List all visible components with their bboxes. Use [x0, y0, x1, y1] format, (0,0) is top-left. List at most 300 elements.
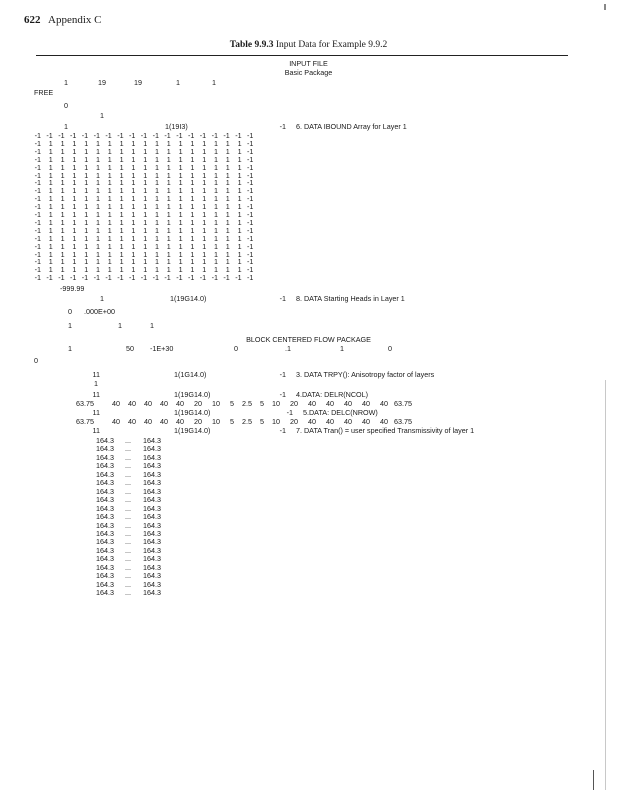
delc-value: 10 — [272, 417, 280, 426]
ibound-cell: 1 — [96, 146, 100, 156]
tran-ellipsis: ... — [125, 469, 131, 479]
ibound-cell: -1 — [211, 131, 218, 140]
ibound-cell: 1 — [143, 210, 148, 219]
ibound-cell: 1 — [119, 210, 124, 219]
tran-last: 164.3 — [143, 588, 161, 598]
hnoflo-value: -999.99 — [60, 284, 85, 293]
ibound-cell: 1 — [107, 241, 112, 251]
input-file-heading: INPUT FILE — [289, 59, 328, 68]
tran-last: 164.3 — [143, 461, 161, 471]
ibound-cell: -1 — [34, 131, 41, 140]
ibound-cell: 1 — [202, 225, 207, 235]
ibound-cell: 1 — [166, 138, 171, 148]
ibound-cell: 1 — [190, 138, 195, 148]
basic-line1-v3: 19 — [134, 78, 142, 87]
heads-line-v2: .000E+00 — [84, 307, 115, 316]
delc-value: 5 — [230, 417, 234, 426]
bcf-line1-v4: 0 — [234, 344, 238, 353]
basic-line1-v2: 19 — [98, 78, 106, 87]
ibound-cell: 1 — [237, 186, 242, 196]
ibound-cell: 1 — [72, 154, 77, 164]
tran-first: 164.3 — [96, 520, 114, 530]
ibound-cell: -1 — [34, 210, 41, 219]
tran-ellipsis: ... — [125, 537, 131, 547]
table-top-rule — [36, 55, 568, 56]
ibound-cell: 1 — [107, 194, 112, 204]
ibound-cell: 1 — [119, 162, 124, 172]
ibound-cell: 1 — [225, 170, 230, 180]
ibound-cell: 1 — [60, 217, 65, 227]
tran-first: 164.3 — [96, 571, 114, 581]
ibound-cell: 1 — [214, 202, 218, 212]
ibound-cell: -1 — [235, 131, 242, 140]
ibound-cell: 1 — [166, 225, 171, 235]
tran-last: 164.3 — [143, 562, 161, 572]
ibound-cell: 1 — [155, 162, 159, 172]
ibound-cell: 1 — [72, 257, 77, 267]
ibound-cell: 1 — [96, 138, 100, 148]
ibound-cell: 1 — [237, 249, 242, 259]
ibound-cell: 1 — [84, 194, 89, 204]
ibound-cell: 1 — [107, 186, 112, 196]
ibound-cell: 1 — [178, 154, 183, 164]
tran-ellipsis: ... — [125, 461, 131, 471]
tran-ellipsis: ... — [125, 452, 131, 462]
tran-ctrl-locat: 11 — [92, 426, 100, 435]
ibound-cell: 1 — [202, 233, 207, 243]
ibound-cell: 1 — [119, 241, 124, 251]
ibound-cell: 1 — [131, 202, 136, 212]
ibound-cell: 1 — [155, 217, 159, 227]
basic-line1-v1: 1 — [64, 78, 68, 87]
ibound-cell: 1 — [225, 225, 230, 235]
ibound-cell: -1 — [140, 273, 148, 283]
trpy-ctrl-locat: 11 — [92, 370, 100, 379]
ibound-cell: 1 — [119, 249, 124, 259]
ibound-cell: 1 — [190, 210, 195, 219]
ibound-cell: 1 — [72, 170, 77, 180]
ibound-cell: -1 — [105, 131, 112, 140]
ibound-cell: 1 — [131, 233, 136, 243]
ibound-cell: 1 — [225, 249, 230, 259]
ibound-cell: 1 — [96, 241, 100, 251]
tran-first: 164.3 — [96, 554, 114, 564]
ibound-cell: 1 — [131, 162, 136, 172]
bcf-line1-v6: 1 — [340, 344, 344, 353]
ibound-cell: -1 — [46, 131, 53, 140]
ibound-cell: 1 — [214, 225, 218, 235]
ibound-cell: 1 — [166, 154, 171, 164]
ibound-cell: 1 — [107, 210, 112, 219]
ibound-cell: 1 — [143, 138, 148, 148]
ibound-cell: 1 — [166, 202, 171, 212]
ibound-cell: 1 — [225, 241, 230, 251]
ibound-cell: 1 — [202, 154, 207, 164]
ibound-cell: 1 — [72, 217, 77, 227]
ibound-cell: 1 — [60, 233, 65, 243]
ibound-cell: 1 — [214, 257, 218, 267]
ibound-cell: -1 — [34, 194, 41, 204]
ibound-cell: 1 — [202, 194, 207, 204]
ibound-cell: 1 — [143, 265, 148, 275]
ibound-cell: 1 — [214, 233, 218, 243]
ibound-cell: 1 — [107, 225, 112, 235]
ibound-cell: -1 — [223, 273, 230, 283]
tran-ellipsis: ... — [125, 545, 131, 555]
tran-ctrl-format: 1(19G14.0) — [174, 426, 211, 435]
delr-value: 40 — [144, 399, 152, 408]
ibound-cell: 1 — [202, 265, 207, 275]
ibound-cell: 1 — [131, 138, 136, 148]
ibound-cell: 1 — [131, 225, 136, 235]
ibound-cell: 1 — [225, 146, 230, 156]
ibound-cell: 1 — [107, 138, 112, 148]
ibound-cell: 1 — [72, 265, 77, 275]
ibound-cell: 1 — [84, 265, 89, 275]
ibound-cell: 1 — [178, 194, 183, 204]
tran-ellipsis: ... — [125, 444, 131, 454]
basic-line3-v2: 1 — [100, 111, 104, 120]
ibound-cell: 1 — [48, 225, 53, 235]
ibound-cell: 1 — [178, 186, 183, 196]
delc-value: 40 — [344, 417, 352, 426]
ibound-cell: -1 — [58, 273, 65, 283]
bcf-line2-value: 0 — [34, 356, 38, 365]
ibound-cell: 1 — [107, 202, 112, 212]
ibound-cell: 1 — [202, 146, 207, 156]
ibound-cell: 1 — [178, 162, 183, 172]
ibound-cell: 1 — [190, 225, 195, 235]
ibound-cell: 1 — [107, 146, 112, 156]
delc-value: 10 — [212, 417, 220, 426]
ibound-cell: 1 — [155, 138, 159, 148]
ibound-cell: 1 — [178, 225, 183, 235]
ibound-cell: 1 — [190, 257, 195, 267]
ibound-cell: -1 — [164, 273, 171, 283]
ibound-cell: 1 — [166, 170, 171, 180]
ibound-cell: 1 — [48, 265, 53, 275]
ibound-cell: 1 — [190, 217, 195, 227]
ibound-cell: 1 — [72, 162, 77, 172]
ibound-cell: 1 — [202, 162, 207, 172]
ibound-cell: 1 — [107, 265, 112, 275]
tran-last: 164.3 — [143, 554, 161, 564]
tran-first: 164.3 — [96, 478, 114, 488]
ibound-cell: 1 — [119, 154, 124, 164]
ibound-cell: 1 — [202, 249, 207, 259]
ibound-cell: 1 — [237, 241, 242, 251]
ibound-cell: 1 — [237, 233, 242, 243]
ibound-cell: 1 — [214, 249, 218, 259]
ibound-cell: -1 — [246, 249, 254, 259]
ibound-cell: 1 — [190, 170, 195, 180]
ibound-cell: 1 — [48, 178, 53, 188]
ibound-cell: 1 — [131, 178, 136, 188]
ibound-cell: 1 — [143, 225, 148, 235]
ibound-cell: -1 — [34, 154, 41, 164]
ibound-cell: 1 — [119, 265, 124, 275]
ibound-cell: 1 — [60, 265, 65, 275]
ibound-cell: 1 — [178, 233, 183, 243]
ibound-cell: 1 — [166, 265, 171, 275]
page-edge-shadow — [605, 380, 606, 790]
ibound-cell: -1 — [34, 178, 41, 188]
ibound-cell: -1 — [34, 138, 41, 148]
bcf-line1-v7: 0 — [388, 344, 392, 353]
ibound-ctrl-comment: 6. DATA IBOUND Array for Layer 1 — [296, 122, 407, 131]
ibound-cell: 1 — [155, 257, 159, 267]
tran-first: 164.3 — [96, 495, 114, 505]
ibound-cell: -1 — [199, 273, 207, 283]
ibound-cell: -1 — [246, 170, 254, 180]
ibound-cell: 1 — [155, 265, 159, 275]
ibound-cell: 1 — [178, 170, 183, 180]
ibound-cell: 1 — [72, 202, 77, 212]
ibound-cell: 1 — [72, 146, 77, 156]
ibound-cell: 1 — [72, 138, 77, 148]
ibound-cell: -1 — [34, 265, 41, 275]
ibound-cell: 1 — [48, 233, 53, 243]
delr-value: 5 — [260, 399, 264, 408]
ibound-ctrl-format: 1(19I3) — [165, 122, 188, 131]
table-number: Table 9.9.3 — [229, 40, 274, 50]
ibound-cell: 1 — [155, 146, 159, 156]
tran-first: 164.3 — [96, 512, 114, 522]
ibound-cell: -1 — [246, 257, 254, 267]
delc-value: 40 — [128, 417, 136, 426]
ibound-cell: 1 — [107, 249, 112, 259]
ibound-cell: 1 — [225, 138, 230, 148]
ibound-cell: 1 — [48, 138, 53, 148]
page-edge-mark — [593, 770, 594, 790]
tran-ellipsis: ... — [125, 579, 131, 589]
ibound-cell: -1 — [246, 162, 254, 172]
ibound-cell: 1 — [119, 257, 124, 267]
ibound-cell: 1 — [60, 170, 65, 180]
ibound-cell: 1 — [96, 257, 100, 267]
ibound-cell: 1 — [225, 210, 230, 219]
ibound-cell: 1 — [84, 225, 89, 235]
ibound-cell: 1 — [178, 138, 183, 148]
basic-last-v3: 1 — [150, 321, 154, 330]
delc-value: 40 — [160, 417, 168, 426]
ibound-cell: 1 — [96, 162, 100, 172]
ibound-cell: 1 — [178, 249, 183, 259]
ibound-cell: -1 — [58, 131, 65, 140]
trpy-value: 1 — [94, 379, 98, 388]
ibound-cell: 1 — [178, 257, 183, 267]
ibound-cell: 1 — [225, 186, 230, 196]
ibound-cell: 1 — [72, 249, 77, 259]
ibound-cell: 1 — [84, 154, 89, 164]
delr-ctrl-format: 1(19G14.0) — [174, 390, 211, 399]
ibound-cell: 1 — [60, 202, 65, 212]
ibound-cell: 1 — [225, 194, 230, 204]
ibound-cell: 1 — [155, 186, 159, 196]
ibound-cell: 1 — [119, 217, 124, 227]
ibound-cell: 1 — [119, 225, 124, 235]
ibound-cell: 1 — [237, 210, 242, 219]
ibound-cell: -1 — [246, 178, 254, 188]
ibound-cell: 1 — [166, 257, 171, 267]
ibound-cell: -1 — [105, 273, 112, 283]
ibound-cell: 1 — [48, 146, 53, 156]
tran-last: 164.3 — [143, 452, 161, 462]
ibound-cell: -1 — [246, 225, 254, 235]
ibound-cell: -1 — [34, 225, 41, 235]
ibound-cell: -1 — [246, 217, 254, 227]
tran-ellipsis: ... — [125, 528, 131, 538]
delc-ctrl-iprn: -1 — [286, 408, 293, 417]
ibound-cell: -1 — [164, 131, 171, 140]
tran-last: 164.3 — [143, 545, 161, 555]
ibound-cell: 1 — [202, 178, 207, 188]
ibound-cell: -1 — [34, 249, 41, 259]
ibound-cell: 1 — [84, 178, 89, 188]
ibound-cell: 1 — [72, 241, 77, 251]
ibound-cell: 1 — [190, 146, 195, 156]
heads-ctrl-comment: 8. DATA Starting Heads in Layer 1 — [296, 294, 405, 303]
ibound-cell: 1 — [84, 241, 89, 251]
ibound-cell: 1 — [60, 162, 65, 172]
ibound-cell: -1 — [246, 241, 254, 251]
ibound-cell: -1 — [235, 273, 242, 283]
ibound-cell: -1 — [34, 146, 41, 156]
tran-last: 164.3 — [143, 579, 161, 589]
heads-ctrl-format: 1(19G14.0) — [170, 294, 207, 303]
basic-line3-v1: 0 — [64, 101, 68, 110]
ibound-cell: -1 — [128, 273, 136, 283]
delr-ctrl-locat: 11 — [92, 390, 100, 399]
ibound-cell: 1 — [155, 249, 159, 259]
ibound-cell: 1 — [202, 202, 207, 212]
tran-ellipsis: ... — [125, 562, 131, 572]
ibound-cell: 1 — [48, 162, 53, 172]
ibound-cell: 1 — [178, 178, 183, 188]
ibound-cell: -1 — [34, 162, 41, 172]
ibound-cell: 1 — [72, 225, 77, 235]
ibound-cell: 1 — [202, 217, 207, 227]
ibound-cell: 1 — [237, 138, 242, 148]
ibound-cell: -1 — [117, 131, 124, 140]
delc-ctrl-format: 1(19G14.0) — [174, 408, 211, 417]
ibound-cell: 1 — [107, 162, 112, 172]
ibound-cell: 1 — [155, 154, 159, 164]
ibound-cell: -1 — [93, 273, 100, 283]
ibound-cell: 1 — [60, 146, 65, 156]
ibound-cell: 1 — [84, 138, 89, 148]
ibound-cell: 1 — [143, 154, 148, 164]
ibound-cell: 1 — [131, 194, 136, 204]
tran-ellipsis: ... — [125, 520, 131, 530]
ibound-cell: 1 — [202, 138, 207, 148]
basic-line1-v5: 1 — [212, 78, 216, 87]
ibound-cell: -1 — [246, 265, 254, 275]
ibound-cell: 1 — [96, 249, 100, 259]
ibound-cell: 1 — [143, 194, 148, 204]
basic-package-heading: Basic Package — [284, 68, 333, 77]
ibound-cell: 1 — [107, 217, 112, 227]
tran-first: 164.3 — [96, 436, 114, 445]
ibound-cell: -1 — [34, 273, 41, 283]
ibound-cell: 1 — [178, 265, 183, 275]
ibound-cell: 1 — [48, 170, 53, 180]
ibound-cell: 1 — [155, 202, 159, 212]
ibound-cell: 1 — [225, 257, 230, 267]
ibound-cell: 1 — [237, 217, 242, 227]
ibound-cell: 1 — [155, 210, 159, 219]
ibound-cell: -1 — [34, 202, 41, 212]
ibound-cell: 1 — [166, 210, 171, 219]
tran-ellipsis: ... — [125, 588, 131, 598]
ibound-cell: 1 — [214, 217, 218, 227]
ibound-cell: 1 — [60, 186, 65, 196]
ibound-cell: 1 — [60, 154, 65, 164]
ibound-cell: -1 — [246, 233, 254, 243]
tran-last: 164.3 — [143, 495, 161, 505]
ibound-cell: 1 — [143, 249, 148, 259]
ibound-cell: 1 — [166, 233, 171, 243]
ibound-cell: 1 — [225, 202, 230, 212]
delr-value: 10 — [272, 399, 280, 408]
tran-last: 164.3 — [143, 436, 161, 445]
tran-last: 164.3 — [143, 486, 161, 496]
ibound-cell: 1 — [84, 210, 89, 219]
delr-value: 40 — [380, 399, 388, 408]
ibound-cell: 1 — [131, 146, 136, 156]
ibound-cell: 1 — [107, 170, 112, 180]
ibound-cell: -1 — [34, 233, 41, 243]
ibound-cell: -1 — [140, 131, 148, 140]
basic-last-v1: 1 — [68, 321, 72, 330]
ibound-cell: 1 — [225, 265, 230, 275]
tran-first: 164.3 — [96, 461, 114, 471]
ibound-cell: -1 — [187, 131, 195, 140]
delr-value: 2.5 — [242, 399, 252, 408]
tran-first: 164.3 — [96, 486, 114, 496]
ibound-cell: 1 — [119, 233, 124, 243]
ibound-cell: -1 — [69, 273, 77, 283]
trpy-ctrl-comment: 3. DATA TRPY(): Anisotropy factor of layers — [296, 370, 435, 379]
tran-last: 164.3 — [143, 478, 161, 488]
ibound-cell: 1 — [107, 154, 112, 164]
ibound-cell: -1 — [211, 273, 218, 283]
ibound-cell: 1 — [48, 210, 53, 219]
ibound-cell: 1 — [155, 233, 159, 243]
ibound-cell: 1 — [237, 146, 242, 156]
ibound-cell: 1 — [166, 178, 171, 188]
ibound-cell: 1 — [131, 265, 136, 275]
ibound-cell: -1 — [152, 273, 159, 283]
tran-last: 164.3 — [143, 503, 161, 513]
ibound-cell: 1 — [190, 202, 195, 212]
ibound-cell: 1 — [190, 249, 195, 259]
heads-line-v1: 0 — [68, 307, 72, 316]
ibound-cell: 1 — [155, 241, 159, 251]
ibound-cell: -1 — [34, 241, 41, 251]
ibound-cell: -1 — [187, 273, 195, 283]
ibound-cell: 1 — [190, 241, 195, 251]
ibound-cell: 1 — [190, 233, 195, 243]
ibound-cell: -1 — [81, 131, 89, 140]
delr-value: 40 — [112, 399, 120, 408]
ibound-cell: 1 — [155, 170, 159, 180]
ibound-cell: 1 — [237, 194, 242, 204]
delr-value: 20 — [290, 399, 298, 408]
ibound-cell: 1 — [143, 217, 148, 227]
ibound-cell: 1 — [237, 170, 242, 180]
ibound-cell: -1 — [34, 257, 41, 267]
